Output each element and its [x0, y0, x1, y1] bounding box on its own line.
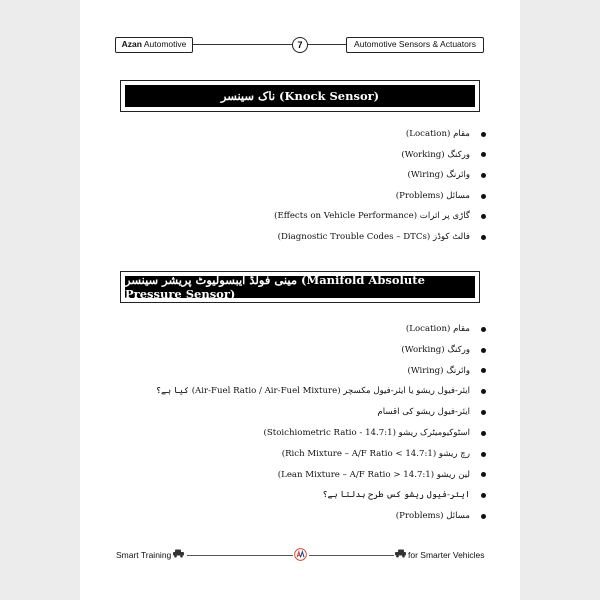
footer-left-text: Smart Training — [116, 550, 172, 560]
chapter-title: Automotive Sensors & Actuators — [346, 37, 484, 53]
list-item-text: لین ریشو (Lean Mixture – A/F Ratio > 14.7:1) — [277, 469, 470, 480]
footer-rule-left — [187, 555, 293, 556]
header-rule-left — [193, 44, 292, 45]
bullet-icon — [481, 452, 486, 457]
bullet-icon — [481, 348, 486, 353]
section1-title: ناک سینسر (Knock Sensor) — [125, 85, 475, 107]
page-number: 7 — [292, 37, 308, 53]
list-item-text: ایئر-فیول ریشو یا ایئر-فیول مکسچر (Air-Fuel Ratio / Air-Fuel Mixture) کیا ہے؟ — [156, 386, 470, 397]
list-item — [156, 506, 486, 527]
bullet-icon — [481, 472, 486, 477]
list-item — [156, 340, 486, 361]
bullet-icon — [481, 132, 486, 137]
list-item — [274, 206, 486, 227]
list-item — [156, 444, 486, 465]
footer-rule-right — [309, 555, 394, 556]
car-icon — [394, 548, 407, 558]
list-item — [156, 465, 486, 486]
list-item-text: وائرنگ (Wiring) — [407, 365, 470, 376]
bullet-icon — [481, 214, 486, 219]
logo-icon — [294, 548, 307, 561]
bullet-icon — [481, 493, 486, 498]
header-brand — [115, 37, 193, 53]
section1-title-box — [120, 80, 480, 112]
header-rule-right — [308, 44, 346, 45]
section1-list — [274, 124, 486, 248]
bullet-icon — [481, 368, 486, 373]
section2-title-box — [120, 271, 480, 303]
bullet-icon — [481, 194, 486, 199]
list-item-text: مقام (Location) — [405, 129, 470, 139]
list-item — [156, 423, 486, 444]
bullet-icon — [481, 327, 486, 332]
list-item — [156, 319, 486, 340]
bullet-icon — [481, 410, 486, 415]
list-item — [156, 361, 486, 382]
brand-rest: Automotive — [141, 39, 187, 49]
list-item — [156, 381, 486, 402]
list-item — [156, 402, 486, 423]
list-item-text: گاڑی پر اثرات (Effects on Vehicle Performance) — [274, 211, 470, 222]
list-item-text: مسائل (Problems) — [395, 511, 470, 522]
brand-bold: Azan — [121, 39, 142, 49]
list-item-text: اسٹوکیومیٹرک ریشو (Stoichiometric Ratio - 14.7:1) — [263, 427, 470, 438]
list-item-text: ورکنگ (Working) — [401, 344, 470, 355]
bullet-icon — [481, 389, 486, 394]
bullet-icon — [481, 235, 486, 240]
list-item-text: ورکنگ (Working) — [401, 149, 470, 160]
list-item-text: فالٹ کوڈز (Diagnostic Trouble Codes – DTCs) — [277, 231, 470, 242]
bullet-icon — [481, 431, 486, 436]
list-item-text: وائرنگ (Wiring) — [407, 170, 470, 181]
section2-list — [156, 319, 486, 527]
section2-title: مینی فولڈ ایبسولیوٹ پریشر سینسر (Manifold Absolute Pressure Sensor) — [125, 276, 475, 298]
list-item-text: مقام (Location) — [405, 324, 470, 334]
bullet-icon — [481, 514, 486, 519]
car-icon — [172, 548, 185, 558]
list-item-text: مسائل (Problems) — [395, 190, 470, 201]
list-item — [274, 165, 486, 186]
list-item-text: ایئر-فیول ریشو کی اقسام — [377, 407, 470, 418]
list-item — [274, 227, 486, 248]
bullet-icon — [481, 173, 486, 178]
list-item-text: رچ ریشو (Rich Mixture – A/F Ratio < 14.7:1) — [281, 448, 470, 459]
list-item — [274, 186, 486, 207]
list-item — [274, 124, 486, 145]
list-item — [274, 145, 486, 166]
list-item-text: ایئر-فیول ریشو کس طرح بدلتا ہے؟ — [322, 490, 470, 501]
list-item — [156, 485, 486, 506]
bullet-icon — [481, 152, 486, 157]
footer-right-text: for Smarter Vehicles — [408, 550, 485, 560]
